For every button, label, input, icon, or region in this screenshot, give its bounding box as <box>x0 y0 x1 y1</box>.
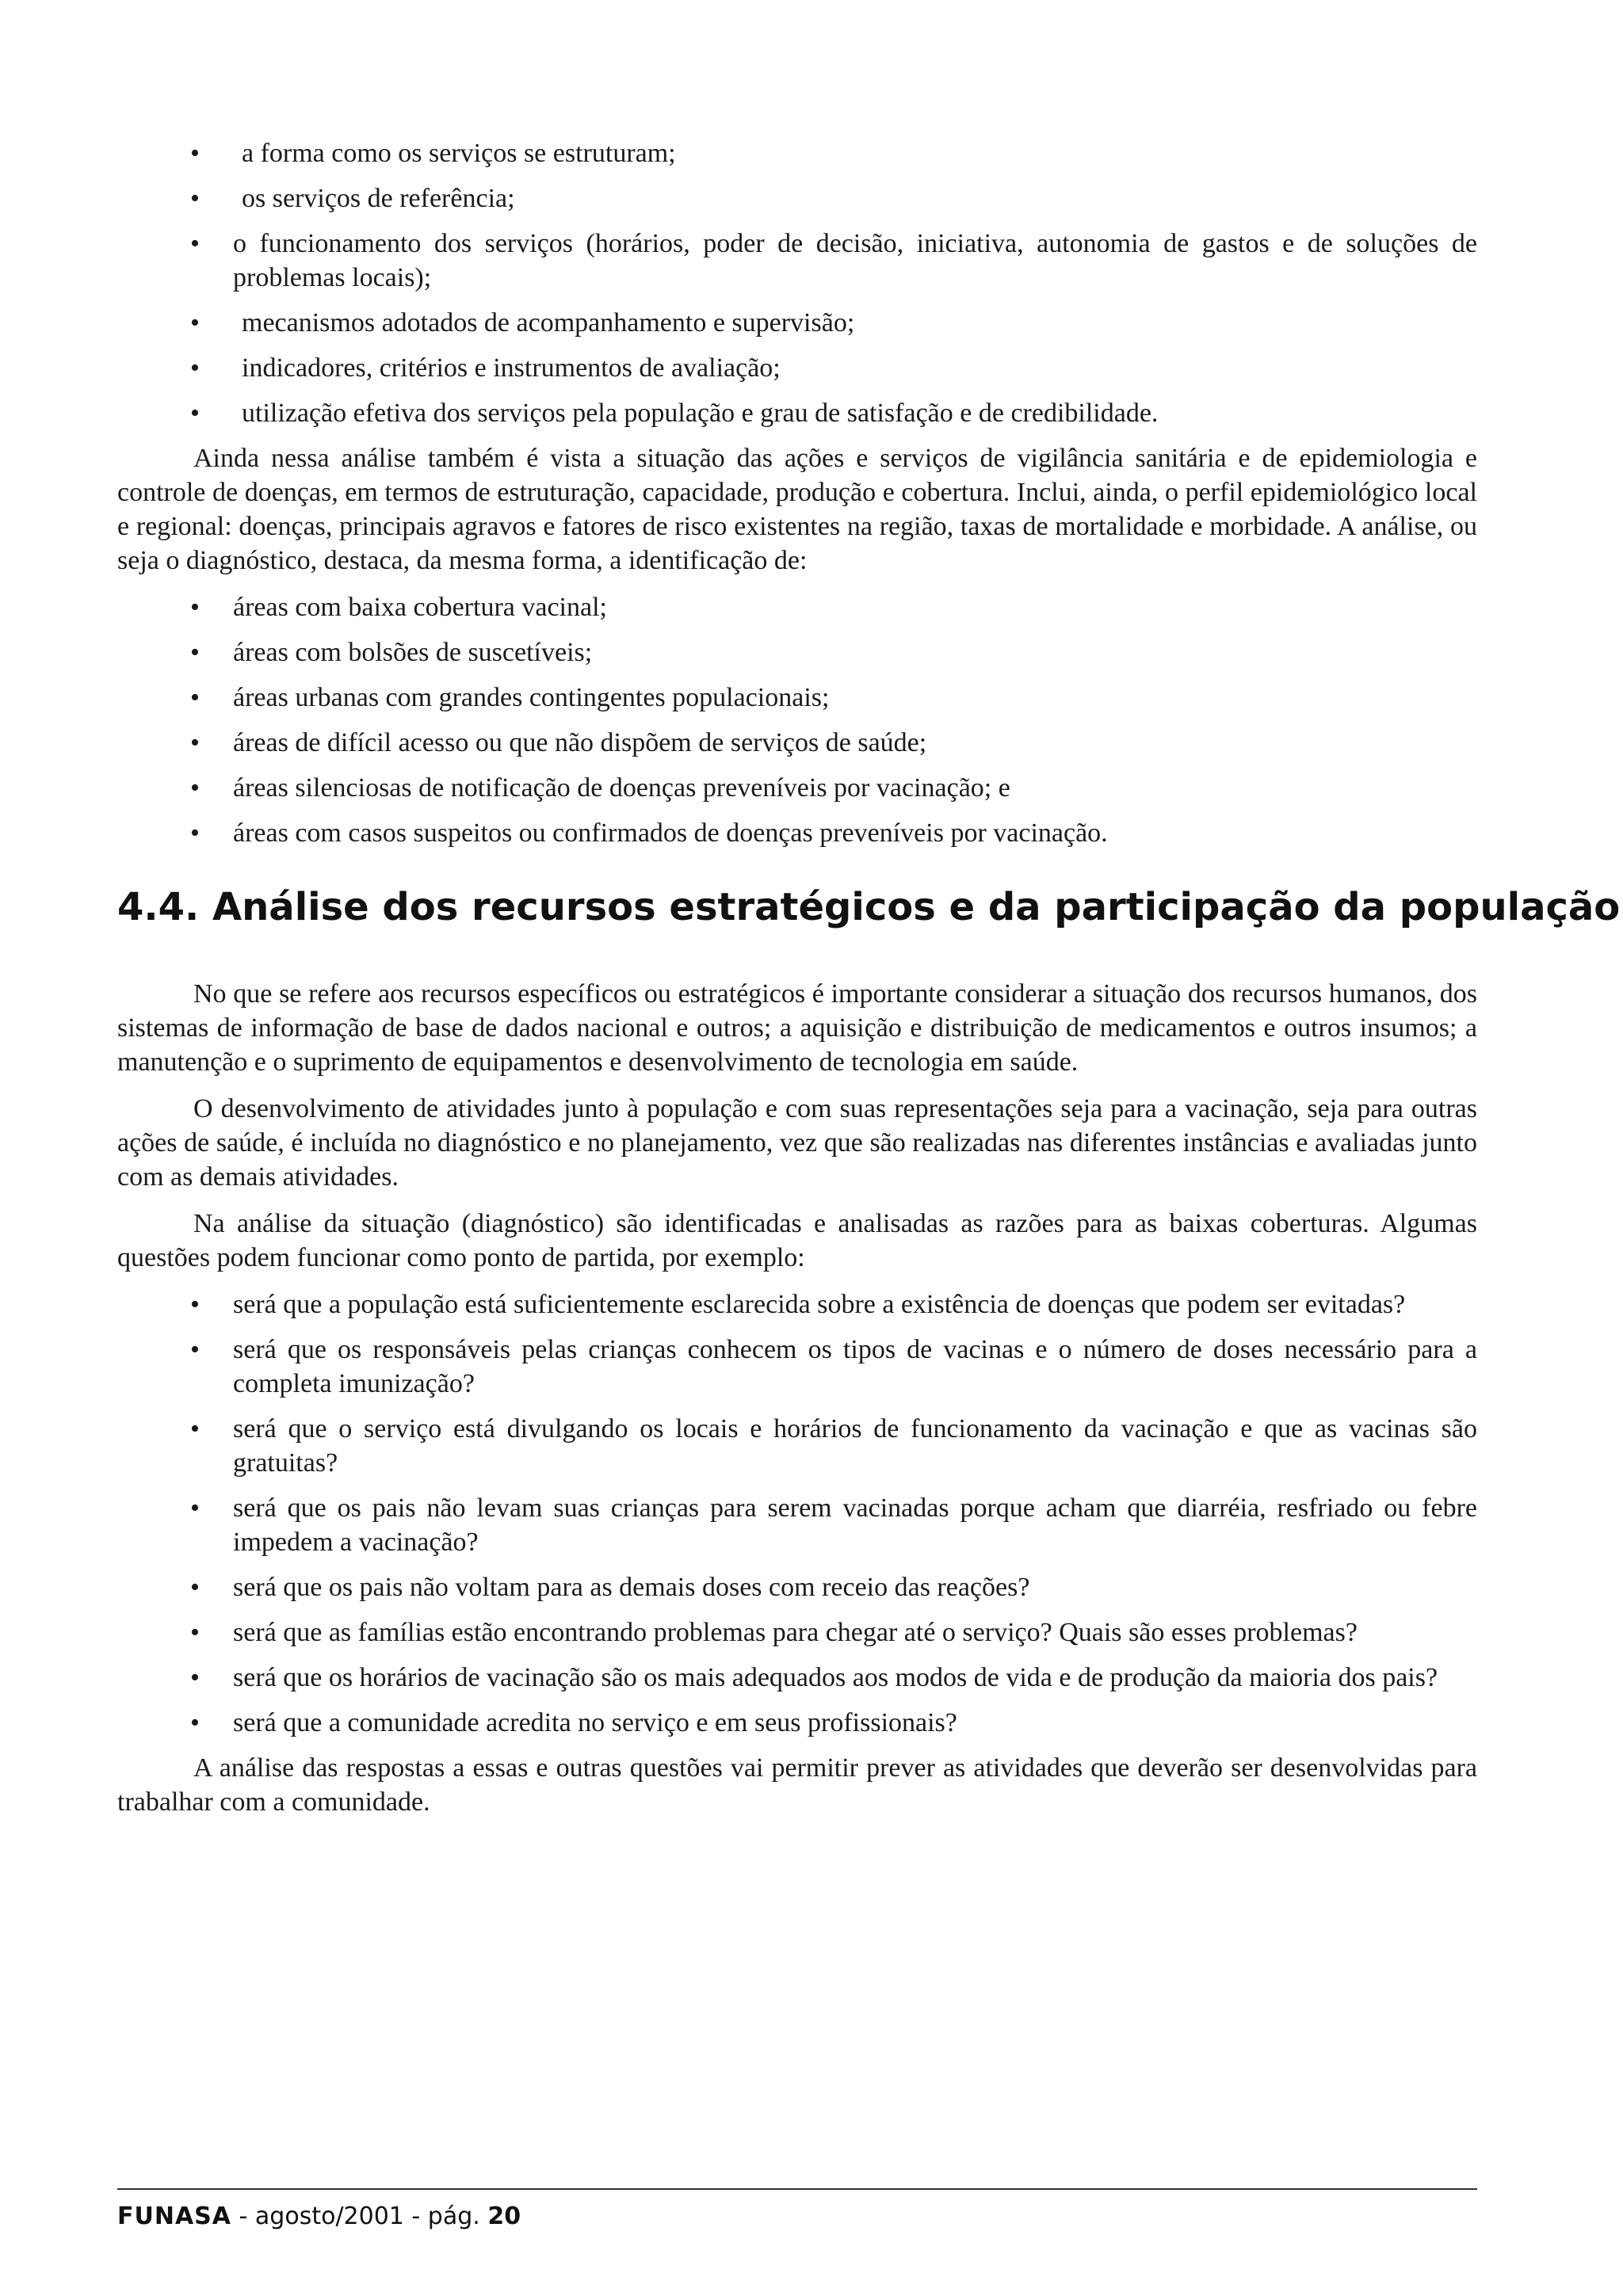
bullet-icon: • <box>190 683 200 712</box>
analysis-paragraph: Ainda nessa análise também é vista a situação das ações e serviços de vigilância sanitária e de epidemiologia e controle de doenças, em termos de estruturação, capacidade, produção e cobertura. Inclui, ainda, o perfil epidemiológico local e regional: doenças, principais agravos e fatores de risco existentes na região, taxas de mortalidade e morbidade. A análise, ou seja o diagnóstico, destaca, da mesma forma, a identificação de: <box>117 444 1477 575</box>
bullet-icon: • <box>190 308 200 338</box>
list-item: • áreas com baixa cobertura vacinal; <box>0 590 1477 624</box>
list-item: • os serviços de referência; <box>0 181 1477 215</box>
bullet-icon: • <box>190 728 200 757</box>
list-item: • será que os responsáveis pelas crianças conhecem os tipos de vacinas e o número de doses necessário para a completa imunização? <box>0 1333 1477 1401</box>
bullet-icon: • <box>190 1618 200 1647</box>
bullet-icon: • <box>190 399 200 428</box>
page-footer <box>117 2203 521 2230</box>
service-list <box>117 136 1477 430</box>
list-item: • será que a comunidade acredita no serviço e em seus profissionais? <box>0 1706 1477 1740</box>
section-heading: 4.4. Análise dos recursos estratégicos e da participação da população <box>117 885 1621 929</box>
list-item: • utilização efetiva dos serviços pela população e grau de satisfação e de credibilidade. <box>0 396 1477 430</box>
list-item: • será que as famílias estão encontrando problemas para chegar até o serviço? Quais são esses problemas? <box>0 1615 1477 1650</box>
areas-list <box>117 590 1477 850</box>
list-item: • o funcionamento dos serviços (horários, poder de decisão, iniciativa, autonomia de gastos e de soluções de problemas locais); <box>0 227 1477 295</box>
bullet-icon: • <box>190 818 200 848</box>
bullet-icon: • <box>190 184 200 213</box>
bullet-icon: • <box>190 353 200 383</box>
list-item: • áreas de difícil acesso ou que não dispõem de serviços de saúde; <box>0 726 1477 760</box>
page-number: 20 <box>487 2203 521 2230</box>
list-item: • será que a população está suficientemente esclarecida sobre a existência de doenças que podem ser evitadas? <box>0 1287 1477 1322</box>
bullet-icon: • <box>190 773 200 803</box>
bullet-icon: • <box>190 1573 200 1602</box>
bullet-icon: • <box>190 1663 200 1692</box>
footer-brand: FUNASA <box>117 2203 232 2230</box>
list-item: • será que os pais não voltam para as demais doses com receio das reações? <box>0 1570 1477 1604</box>
diagnosis-paragraph: Na análise da situação (diagnóstico) são identificadas e analisadas as razões para as baixas coberturas. Algumas questões podem funcionar como ponto de partida, por exemplo: <box>117 1209 1477 1272</box>
list-item: • será que o serviço está divulgando os locais e horários de funcionamento da vacinação e que as vacinas são gratuitas? <box>0 1412 1477 1480</box>
list-item: • áreas com bolsões de suscetíveis; <box>0 635 1477 669</box>
closing-paragraph: A análise das respostas a essas e outras questões vai permitir prever as atividades que deverão ser desenvolvidas para trabalhar com a comunidade. <box>117 1753 1477 1817</box>
list-item: • mecanismos adotados de acompanhamento e supervisão; <box>0 306 1477 340</box>
bullet-icon: • <box>190 1335 200 1364</box>
bullet-icon: • <box>190 139 200 168</box>
bullet-icon: • <box>190 1708 200 1737</box>
bullet-icon: • <box>190 593 200 622</box>
list-item: • indicadores, critérios e instrumentos de avaliação; <box>0 351 1477 385</box>
list-item: • será que os pais não levam suas crianças para serem vacinadas porque acham que diarréia, resfriado ou febre impedem a vacinação? <box>0 1491 1477 1559</box>
list-item: • a forma como os serviços se estruturam; <box>0 136 1477 170</box>
questions-list <box>117 1287 1477 1740</box>
footer-date: - agosto/2001 - pág. <box>231 2203 488 2230</box>
bullet-icon: • <box>190 638 200 667</box>
bullet-icon: • <box>190 1290 200 1319</box>
bullet-icon: • <box>190 229 200 258</box>
bullet-icon: • <box>190 1493 200 1523</box>
list-item: • áreas urbanas com grandes contingentes populacionais; <box>0 681 1477 715</box>
page-content <box>117 136 1621 1832</box>
resources-paragraph: No que se refere aos recursos específicos ou estratégicos é importante considerar a situação dos recursos humanos, dos sistemas de informação de base de dados nacional e outros; a aquisição e distribuição de medicamentos e outros insumos; a manutenção e o suprimento de equipamentos e desenvolvimento de tecnologia em saúde. <box>117 979 1477 1077</box>
population-paragraph: O desenvolvimento de atividades junto à população e com suas representações seja para a vacinação, seja para outras ações de saúde, é incluída no diagnóstico e no planejamento, vez que são realizadas nas diferentes instâncias e avaliadas junto com as demais atividades. <box>117 1094 1477 1192</box>
list-item: • áreas silenciosas de notificação de doenças preveníveis por vacinação; e <box>0 771 1477 805</box>
list-item: • será que os horários de vacinação são os mais adequados aos modos de vida e de produção da maioria dos pais? <box>0 1661 1477 1695</box>
footer-divider <box>117 2188 1477 2190</box>
bullet-icon: • <box>190 1414 200 1444</box>
list-item: • áreas com casos suspeitos ou confirmados de doenças preveníveis por vacinação. <box>0 816 1477 850</box>
